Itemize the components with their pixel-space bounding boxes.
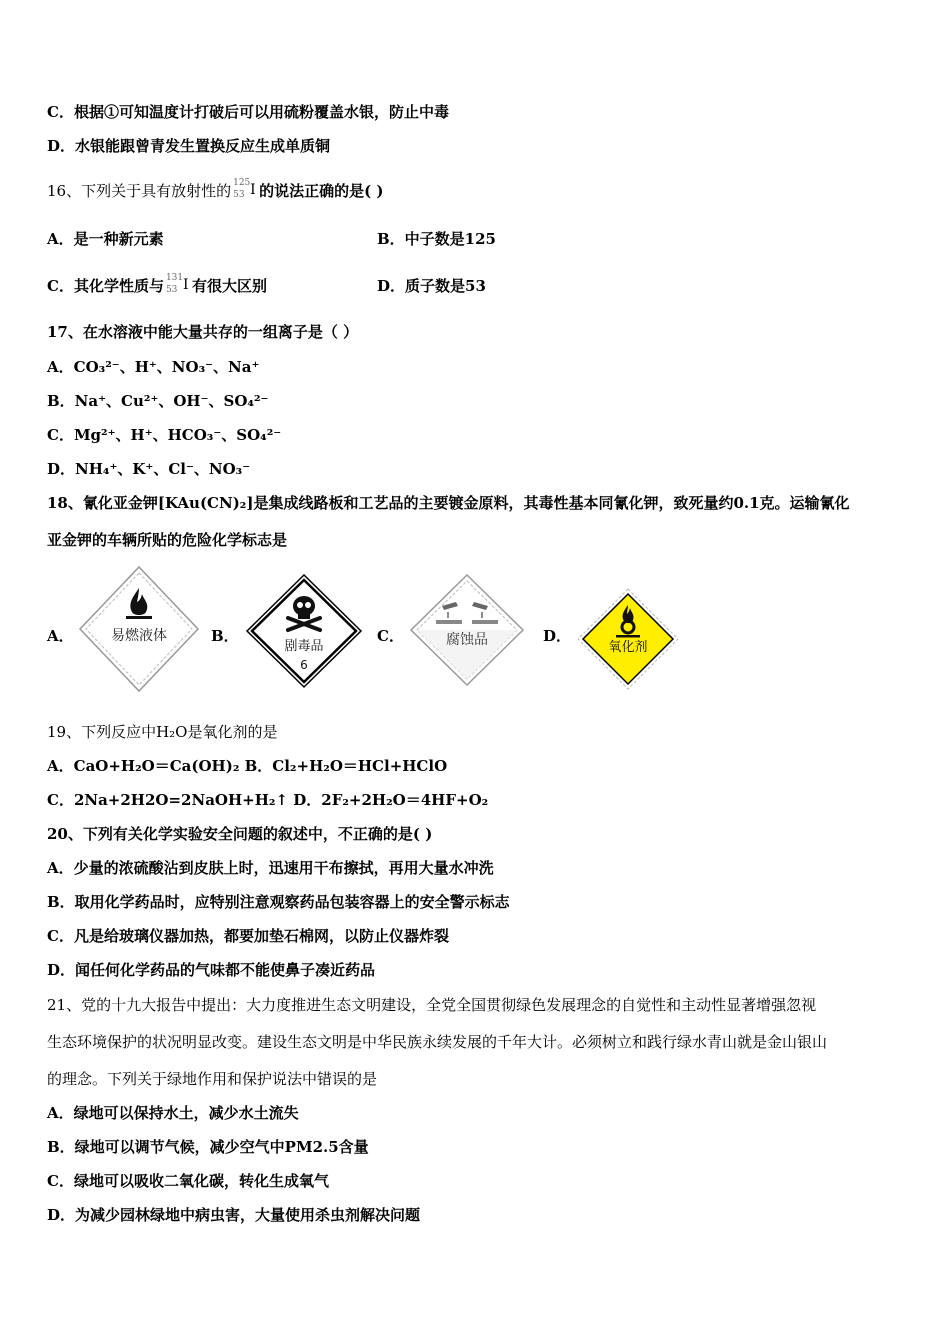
q21-stem-line3: 的理念。下列关于绿地作用和保护说法中错误的是 xyxy=(47,1070,378,1088)
q20-option-c: C．凡是给玻璃仪器加热，都要加垫石棉网，以防止仪器炸裂 xyxy=(47,927,449,945)
q16-option-a: A．是一种新元素 xyxy=(47,230,164,248)
isotope-i131 xyxy=(166,273,190,301)
q20-option-b: B．取用化学药品时，应特别注意观察药品包装容器上的安全警示标志 xyxy=(47,893,510,911)
q18-label-c: C． xyxy=(377,627,404,645)
q18-label-b: B． xyxy=(211,627,239,645)
isotope-symbol: I xyxy=(250,182,256,198)
q16-option-c-prefix: C．其化学性质与 xyxy=(47,277,164,295)
sign-a-label: 易燃液体 xyxy=(111,628,167,644)
q21-stem-line1: 21、党的十九大报告中提出：大力度推进生态文明建设，全党全国贯彻绿色发展理念的自觉性和主动性显著增强忽视 xyxy=(47,996,817,1014)
flammable-liquid-sign xyxy=(76,564,202,694)
q17-stem: 17、在水溶液中能大量共存的一组离子是（ ） xyxy=(47,323,359,341)
sign-b-label: 剧毒品 xyxy=(284,639,324,654)
q21-stem-line2: 生态环境保护的状况明显改变。建设生态文明是中华民族永续发展的千年大计。必须树立和践行绿水青山就是金山银山 xyxy=(47,1033,828,1051)
isotope-mass: 131 xyxy=(165,273,184,283)
toxic-sign xyxy=(244,572,364,690)
sign-d-label: 氧化剂 xyxy=(608,640,648,655)
isotope-mass: 125 xyxy=(233,178,251,188)
q20-stem: 20、下列有关化学实验安全问题的叙述中，不正确的是( ) xyxy=(47,825,433,843)
q19-option-cd: C．2Na+2H2O=2NaOH+H₂↑ D．2F₂+2H₂O＝4HF+O₂ xyxy=(47,791,489,809)
sign-c-label: 腐蚀品 xyxy=(446,632,488,648)
q15-option-d: D．水银能跟曾青发生置换反应生成单质铜 xyxy=(47,137,331,155)
q16-option-d: D．质子数是53 xyxy=(377,277,486,295)
oxidizer-sign xyxy=(576,587,680,691)
isotope-z: 53 xyxy=(233,190,245,200)
isotope-symbol: I xyxy=(182,277,189,293)
q17-option-a: A．CO₃²⁻、H⁺、NO₃⁻、Na⁺ xyxy=(47,358,260,376)
q21-option-c: C．绿地可以吸收二氧化碳，转化生成氧气 xyxy=(47,1172,329,1190)
q19-stem: 19、下列反应中H₂O是氧化剂的是 xyxy=(47,723,278,741)
q20-option-a: A．少量的浓硫酸沾到皮肤上时，迅速用干布擦拭，再用大量水冲洗 xyxy=(47,859,494,877)
q15-option-c: C．根据①可知温度计打破后可以用硫粉覆盖水银，防止中毒 xyxy=(47,103,449,121)
q16-stem xyxy=(47,176,384,206)
q16-option-b: B．中子数是125 xyxy=(377,230,496,248)
corrosive-sign xyxy=(408,572,526,688)
q18-label-a: A． xyxy=(47,627,74,645)
q21-option-b: B．绿地可以调节气候，减少空气中PM2.5含量 xyxy=(47,1138,369,1156)
q17-option-d: D．NH₄⁺、K⁺、Cl⁻、NO₃⁻ xyxy=(47,460,251,478)
sign-b-class-number: 6 xyxy=(300,658,308,672)
q16-stem-prefix: 16、下列关于具有放射性的 xyxy=(47,182,232,200)
q18-label-d: D． xyxy=(543,627,572,645)
q21-option-a: A．绿地可以保持水土，减少水土流失 xyxy=(47,1104,299,1122)
q16-option-c-suffix: 有很大区别 xyxy=(191,277,267,295)
q18-stem-line2: 亚金钾的车辆所贴的危险化学标志是 xyxy=(47,531,288,549)
q16-option-c xyxy=(47,266,267,300)
q16-stem-suffix: 的说法正确的是( ) xyxy=(259,182,384,200)
q21-option-d: D．为减少园林绿地中病虫害，大量使用杀虫剂解决问题 xyxy=(47,1206,421,1224)
isotope-i125 xyxy=(233,178,257,206)
q18-stem-line1: 18、氰化亚金钾[KAu(CN)₂]是集成线路板和工艺品的主要镀金原料，其毒性基本同氰化钾，致死量约0.1克。运输氰化 xyxy=(47,494,850,512)
q17-option-c: C．Mg²⁺、H⁺、HCO₃⁻、SO₄²⁻ xyxy=(47,426,282,444)
q17-option-b: B．Na⁺、Cu²⁺、OH⁻、SO₄²⁻ xyxy=(47,392,269,410)
q19-option-ab: A．CaO+H₂O＝Ca(OH)₂ B．Cl₂+H₂O＝HCl+HClO xyxy=(47,757,448,775)
q20-option-d: D．闻任何化学药品的气味都不能使鼻子凑近药品 xyxy=(47,961,376,979)
isotope-z: 53 xyxy=(165,285,178,295)
